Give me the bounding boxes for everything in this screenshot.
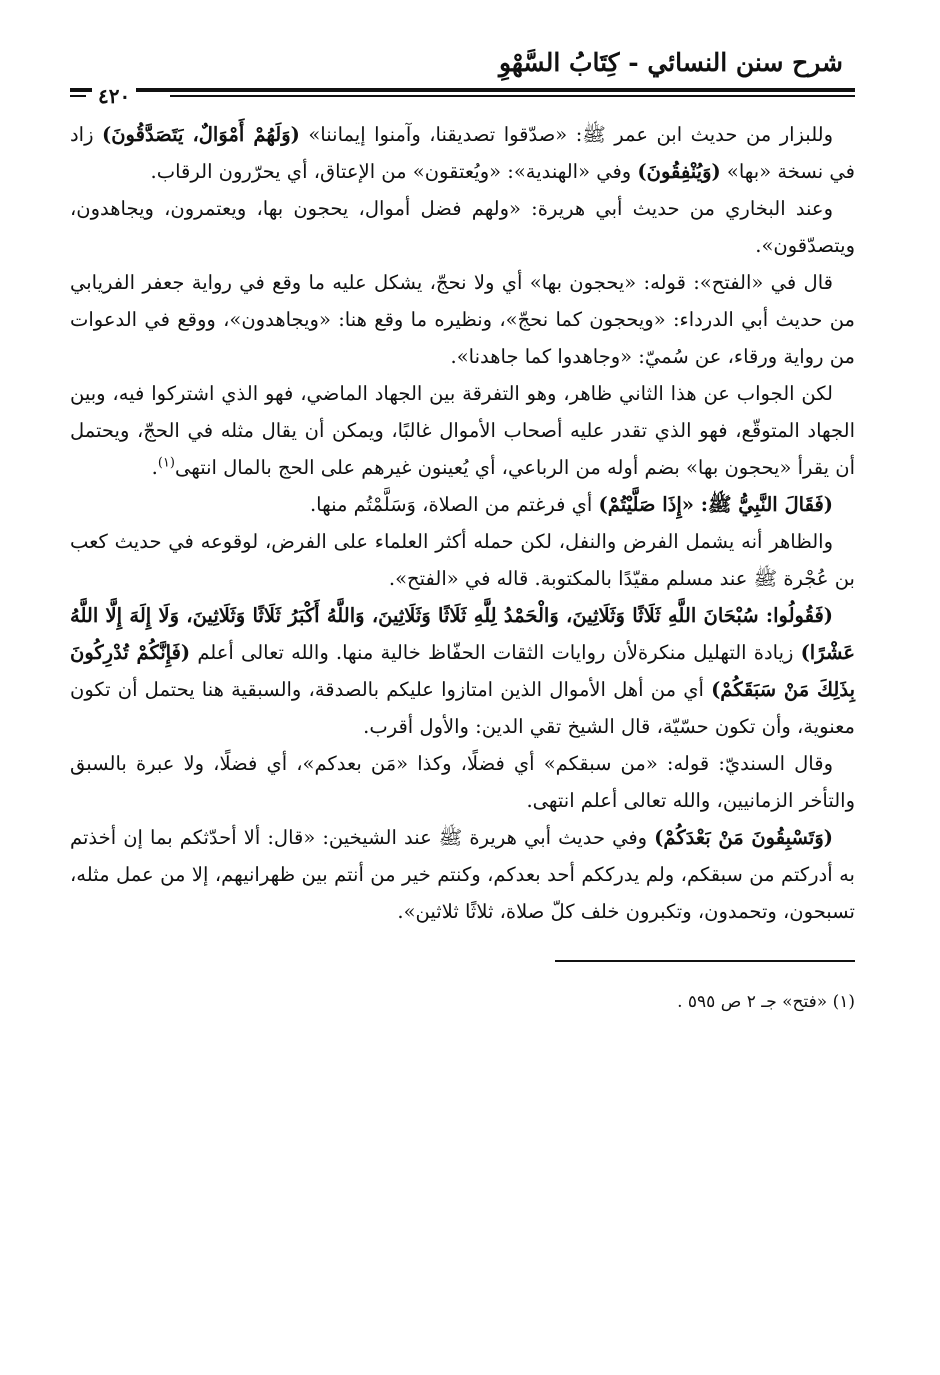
quoted-hadith-text: (فَقَالَ النَّبِيُّ ﷺ: «إِذَا صَلَّيْتُمْ) [598, 493, 833, 516]
quoted-hadith-text: (وَلَهُمْ أَمْوَالٌ، يَتَصَدَّقُونَ) [102, 123, 300, 146]
commentary-text: وعند البخاري من حديث أبي هريرة: «ولهم فضل أموال، يحجون بها، ويعتمرون، ويجاهدون، ويتصدّقون». [70, 197, 855, 257]
commentary-text: قال في «الفتح»: قوله: «يحجون بها» أي ولا نحجّ، يشكل عليه ما وقع في رواية جعفر الفريابي من حديث أبي الدرداء: «ويحجون كما نحجّ»، ونظيره ما وقع هنا: «ويجاهدون»، ووقع في الدعوات من رواية ورقاء، عن سُميّ: «وجاهدوا كما جاهدنا». [70, 271, 855, 368]
quoted-hadith-text: (وَيُنْفِقُونَ) [637, 160, 721, 183]
commentary-text: زيادة التهليل منكرةلأن روايات الثقات الحفّاظ خالية منها. والله تعالى أعلم [190, 641, 801, 664]
page-number: ٤٢٠ [92, 84, 136, 108]
footnote-reference: (١) [157, 455, 175, 471]
footnote: (١) «فتح» جـ ٢ ص ٥٩٥ . [677, 992, 855, 1012]
paragraph [70, 116, 855, 190]
page-header [70, 40, 855, 108]
commentary-text: زاد في نسخة «بها» [70, 123, 855, 183]
paragraph [70, 745, 855, 819]
paragraph [70, 375, 855, 486]
paragraph [70, 264, 855, 375]
book-page [70, 40, 855, 1340]
commentary-text: وفي حديث أبي هريرة ﷺ عند الشيخين: «قال: ألا أحدّثكم بما إن أخذتم به أدركتم من سبقكم، ولم يدرككم أحد بعدكم، وكنتم خير من أنتم بين ظهرانيهم، إلا من عمل مثله، تسبحون، وتحمدون، وتكبرون خلف كلّ صلاة، ثلاثًا ثلاثين». [70, 826, 855, 923]
paragraph [70, 190, 855, 264]
footnote-separator [70, 960, 855, 962]
paragraph [70, 486, 855, 523]
commentary-text: . [151, 456, 158, 479]
header-rule-thin [170, 95, 855, 97]
commentary-text: والظاهر أنه يشمل الفرض والنفل، لكن حمله أكثر العلماء على الفرض، لوقوعه في حديث كعب بن عُجْرة ﷺ عند مسلم مقيّدًا بالمكتوبة. قاله في «الفتح». [70, 530, 855, 590]
footnote-rule [555, 960, 855, 962]
header-rule-left [70, 95, 86, 97]
quoted-hadith-text: (وَتَسْبِقُونَ مَنْ بَعْدَكُمْ) [654, 826, 833, 849]
commentary-text: وللبزار من حديث ابن عمر ﷺ: «صدّقوا تصديقنا، وآمنوا إيماننا» [299, 123, 834, 146]
header-rule-thick [70, 88, 855, 92]
commentary-text: لكن الجواب عن هذا الثاني ظاهر، وهو التفرقة بين الجهاد الماضي، فهو الذي اشتركوا فيه، وبين الجهاد المتوقّع، فهو الذي تقدر عليه أصحاب الأموال غالبًا، ويمكن أن يقال مثله في الحجّ، ويحتمل أن يقرأ «يحجون بها» بضم أوله من الرباعي، أي يُعينون غيرهم على الحج بالمال انتهى [70, 382, 855, 479]
paragraph [70, 523, 855, 597]
paragraph [70, 819, 855, 930]
running-title: شرح سنن النسائي - كِتَابُ السَّهْوِ [498, 48, 843, 77]
quoted-hadith-text: (فَقُولُوا: سُبْحَانَ اللَّهِ ثَلَاثًا وَثَلَاثِينَ، وَالْحَمْدُ لِلَّهِ ثَلَاثًا وَثَلَاثِينَ، وَاللَّهُ أَكْبَرُ ثَلَاثًا وَثَلَاثِينَ، وَلَا إِلَهَ إِلَّا اللَّهُ عَشْرًا) [70, 604, 856, 664]
paragraph [70, 597, 855, 745]
commentary-text: وفي «الهندية»: «ويُعتقون» من الإعتاق، أي يحرّرون الرقاب. [150, 160, 638, 183]
quoted-hadith-text: (فَإِنَّكُمْ تُدْرِكُونَ بِذَلِكَ مَنْ سَبَقَكُمْ) [70, 641, 855, 701]
commentary-text: أي فرغتم من الصلاة، وَسَلَّمْتُم منها. [309, 493, 599, 516]
commentary-text: أي من أهل الأموال الذين امتازوا عليكم بالصدقة، والسبقية هنا يحتمل أن تكون معنوية، وأن تكون حسّيّة، قال الشيخ تقي الدين: والأول أقرب. [70, 678, 855, 738]
body-text [70, 116, 855, 930]
commentary-text: وقال السنديّ: قوله: «من سبقكم» أي فضلًا، وكذا «مَن بعدكم»، أي فضلًا، ولا عبرة بالسبق والتأخر الزمانيين، والله تعالى أعلم انتهى. [70, 752, 855, 812]
